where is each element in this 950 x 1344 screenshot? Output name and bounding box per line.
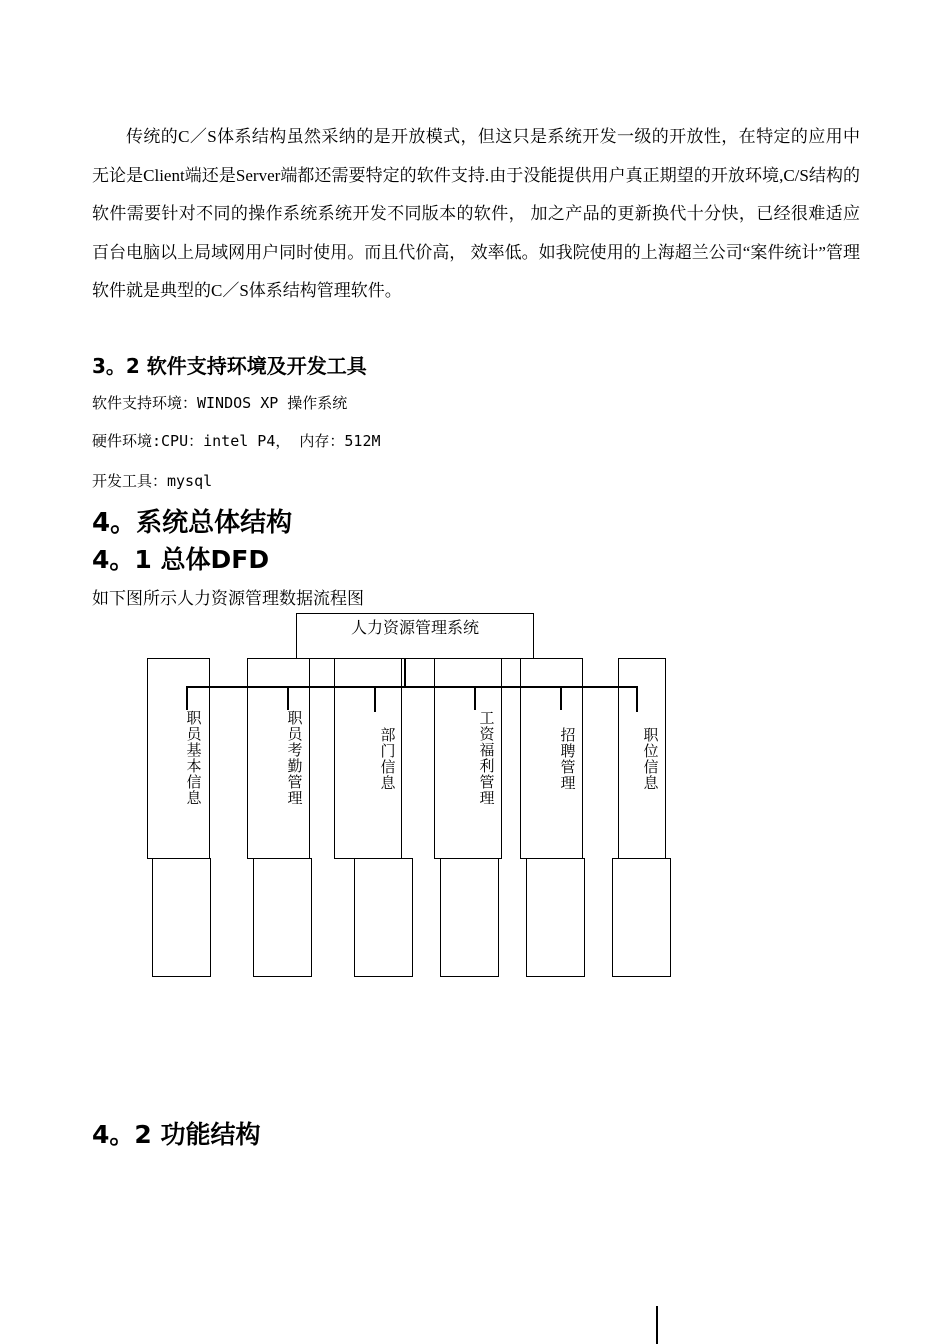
- connector-line: [636, 686, 638, 712]
- module-sub-box: [354, 858, 413, 977]
- section-heading-4-2: 4。2 功能结构: [92, 1120, 261, 1149]
- connector-line: [474, 686, 476, 710]
- connector-line: [186, 686, 637, 688]
- diagram-caption: 如下图所示人力资源管理数据流程图: [92, 589, 364, 609]
- intro-paragraph: 传统的C／S体系结构虽然采纳的是开放模式，但这只是系统开发一级的开放性，在特定的应用中无论是Client端还是Server端都还需要特定的软件支持.由于没能提供用户真正期望的开放环境,C/S结构的软件需要针对不同的操作系统系统开发不同版本的软件， 加之产品的更新换代十分快，已经很难适应百台电脑以上局域网用户同时使用。而且代价高， 效率低。如我院使用的上海超兰公司“案件统计”管理软件就是典型的C／S体系结构管理软件。: [92, 127, 860, 300]
- root-node-label: 人力资源管理系统: [350, 618, 479, 637]
- dev-tools-line: 开发工具：mysql: [92, 472, 213, 490]
- module-label: 招聘管理: [558, 727, 578, 791]
- module-label: 职位信息: [641, 727, 661, 791]
- section-heading-4: 4。系统总体结构: [92, 508, 293, 538]
- connector-line: [374, 686, 376, 712]
- section-heading-3-2: 3。2 软件支持环境及开发工具: [92, 354, 367, 378]
- module-label: 职员基本信息: [184, 710, 204, 806]
- hardware-env-line: 硬件环境:CPU：intel P4， 内存：512M: [92, 432, 381, 450]
- connector-line: [186, 686, 188, 710]
- connector-line: [560, 686, 562, 710]
- module-sub-box: [612, 858, 671, 977]
- connector-line: [404, 659, 406, 687]
- module-sub-box: [152, 858, 211, 977]
- page-divider: [656, 1306, 658, 1344]
- module-label: 工资福利管理: [477, 710, 497, 806]
- software-env-line: 软件支持环境：WINDOS XP 操作系统: [92, 394, 348, 412]
- section-heading-4-1: 4。1 总体DFD: [92, 545, 270, 574]
- connector-line: [287, 686, 289, 710]
- module-sub-box: [526, 858, 585, 977]
- module-label: 部门信息: [378, 727, 398, 791]
- module-sub-box: [253, 858, 312, 977]
- module-sub-box: [440, 858, 499, 977]
- module-label: 职员考勤管理: [285, 710, 305, 806]
